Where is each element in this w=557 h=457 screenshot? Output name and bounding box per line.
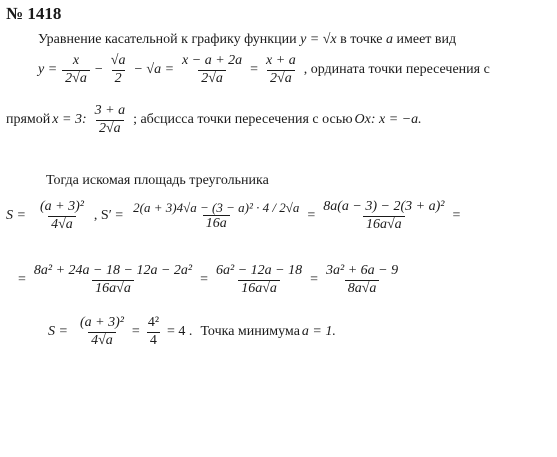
row3-b-num: 6a² − 12a − 18 — [216, 263, 303, 278]
final-num: (a + 3)² — [79, 315, 124, 330]
fraction-6-den: 2√a — [96, 120, 124, 137]
row3-fraction-c — [323, 264, 401, 296]
derivative-row: S = $\frac{\text{(a + 3)²}}{4√a}$ , S′ = $\frac{\text{2(a + 3)4√a − (3 − a)² · 4 / 2√a}}{16a}$ = $\frac{\text{8a(a − 3) − 2(3 + a)²}}{16a√a}$ = — [6, 199, 461, 232]
fraction-1 — [62, 54, 90, 86]
final-text: Точка минимума — [200, 324, 300, 340]
fraction-4-num: x − a + 2a — [182, 53, 243, 68]
s-den: 4√a — [48, 216, 76, 233]
final-den-2: 4 — [147, 332, 160, 349]
fraction-1-den: 2√a — [62, 70, 90, 87]
fraction-5 — [263, 54, 299, 86]
intersection-line — [6, 104, 422, 136]
area-intro: Тогда искомая площадь треугольника — [46, 173, 269, 188]
row3-c-num: 3a² + 6a − 9 — [326, 263, 399, 278]
fraction-2-num: √a — [110, 53, 126, 68]
final-lhs: S = — [48, 324, 68, 340]
fraction-6-num: 3 + a — [94, 103, 126, 118]
line3-text-2: ; абсцисса точки пересечения с осью — [133, 112, 353, 128]
intro-line — [38, 32, 456, 48]
intro-text-3: имеет вид — [396, 32, 457, 47]
point-variable: a — [386, 32, 394, 47]
line3-ox: Ox: x = −a. — [354, 112, 422, 128]
line3-text-1: прямой — [6, 112, 51, 128]
row3-b-den: 16a√a — [238, 280, 280, 297]
fraction-6 — [92, 104, 128, 136]
fraction-4 — [179, 54, 245, 86]
sprime-label: , S′ = — [93, 208, 124, 224]
function-expression: y = √x — [300, 32, 337, 47]
tangent-equation: y = $\frac{x}{2√a}$ − $\frac{√a}{2}$ − √a = $\frac{x - a + 2a}{2√a}$ = $\frac{x + a}{2√a}$ , ордината точки пересечения с — [38, 53, 490, 86]
ordinate-text: , ордината точки пересечения с — [303, 62, 490, 78]
fraction-2-den: 2 — [112, 70, 125, 87]
big-num: 2(a + 3)4√a − (3 − a)² · 4 / 2√a — [133, 199, 300, 215]
final-row: S = $\frac{\text{(a + 3)²}}{4√a}$ = $\frac{\text{4²}}{4}$ = 4 . Точка минимума a = 1. — [48, 315, 336, 348]
s-fraction — [37, 200, 87, 232]
row3-a-num: 8a² + 24a − 18 − 12a − 2a² — [33, 263, 193, 278]
row3-a-den: 16a√a — [92, 280, 134, 297]
fraction-1-num: x — [72, 53, 80, 68]
problem-number: № 1418 — [6, 4, 62, 23]
big-den: 16a — [203, 215, 230, 232]
big-fraction — [130, 201, 302, 232]
row3-fraction-b — [213, 264, 305, 296]
eq2-fraction — [320, 200, 447, 232]
s-lhs: S = — [6, 208, 26, 224]
tangent-term-3: − √a = — [133, 62, 175, 78]
final-min: a = 1. — [301, 324, 336, 340]
row3-c-den: 8a√a — [345, 280, 380, 297]
intro-text-1: Уравнение касательной к графику функции — [38, 32, 297, 47]
fraction-5-den: 2√a — [267, 70, 295, 87]
simplify-row: = $\frac{\text{8a² + 24a − 18 − 12a − 2a²}}{16a√a}$ = $\frac{\text{6a² − 12a − 18}}{16a√a}$ = $\frac{\text{3a² + 6a − 9}}{8a√a}$ — [18, 264, 404, 296]
final-fraction-2 — [145, 316, 162, 348]
intro-text-2: в точке — [340, 32, 383, 47]
eq2-den: 16a√a — [363, 216, 405, 233]
row3-fraction-a — [31, 264, 195, 296]
s-num: (a + 3)² — [39, 199, 84, 214]
eq2-num: 8a(a − 3) − 2(3 + a)² — [323, 199, 445, 214]
final-den: 4√a — [88, 332, 116, 349]
fraction-2 — [108, 54, 129, 86]
fraction-4-den: 2√a — [198, 70, 226, 87]
final-equals: = 4 . — [167, 324, 193, 340]
line3-x3: x = 3: — [52, 112, 87, 128]
final-fraction — [77, 316, 127, 348]
fraction-5-num: x + a — [266, 53, 296, 68]
final-num-2: 4² — [147, 315, 160, 330]
tangent-lhs: y = — [38, 62, 58, 78]
